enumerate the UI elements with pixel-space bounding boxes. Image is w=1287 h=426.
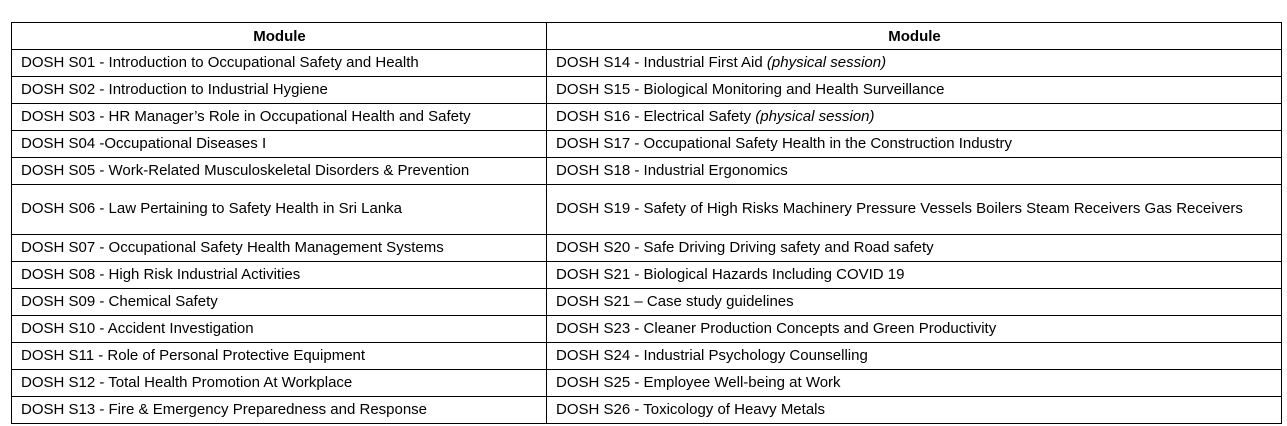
module-cell-right <box>547 77 1282 104</box>
header-row <box>12 23 1282 50</box>
module-cell-left: DOSH S04 -Occupational Diseases I <box>12 131 547 158</box>
module-cell-right <box>547 262 1282 289</box>
module-cell-right <box>547 185 1282 235</box>
table-row <box>12 185 1282 235</box>
module-cell-left: DOSH S05 - Work-Related Musculoskeletal Disorders & Prevention <box>12 158 547 185</box>
module-cell-right <box>547 131 1282 158</box>
module-title: DOSH S20 - Safe Driving Driving safety and Road safety <box>556 238 934 256</box>
module-title: DOSH S26 - Toxicology of Heavy Metals <box>556 400 825 418</box>
table-row <box>12 158 1282 185</box>
module-title: DOSH S23 - Cleaner Production Concepts and Green Productivity <box>556 319 997 337</box>
table-row <box>12 77 1282 104</box>
module-cell-left: DOSH S09 - Chemical Safety <box>12 289 547 316</box>
table-row <box>12 289 1282 316</box>
module-title: DOSH S21 – Case study guidelines <box>556 292 794 310</box>
module-cell-left: DOSH S08 - High Risk Industrial Activities <box>12 262 547 289</box>
module-cell-right <box>547 104 1282 131</box>
module-title: DOSH S18 - Industrial Ergonomics <box>556 161 788 179</box>
module-cell-right <box>547 397 1282 424</box>
column-header-right: Module <box>547 23 1282 50</box>
module-cell-left: DOSH S01 - Introduction to Occupational Safety and Health <box>12 50 547 77</box>
column-header-left: Module <box>12 23 547 50</box>
module-cell-left: DOSH S10 - Accident Investigation <box>12 316 547 343</box>
module-cell-right <box>547 158 1282 185</box>
module-cell-left: DOSH S07 - Occupational Safety Health Management Systems <box>12 235 547 262</box>
session-note: (physical session) <box>755 107 875 125</box>
module-cell-right <box>547 289 1282 316</box>
module-cell-left: DOSH S02 - Introduction to Industrial Hygiene <box>12 77 547 104</box>
module-cell-right <box>547 370 1282 397</box>
module-title: DOSH S24 - Industrial Psychology Counselling <box>556 346 868 364</box>
module-cell-left: DOSH S03 - HR Manager’s Role in Occupational Health and Safety <box>12 104 547 131</box>
module-title: DOSH S15 - Biological Monitoring and Health Surveillance <box>556 80 945 98</box>
table-row <box>12 262 1282 289</box>
module-table-container <box>11 22 1282 424</box>
table-row <box>12 104 1282 131</box>
module-title: DOSH S16 - Electrical Safety <box>556 107 752 125</box>
module-title: DOSH S17 - Occupational Safety Health in the Construction Industry <box>556 134 1013 152</box>
table-row <box>12 131 1282 158</box>
module-cell-right <box>547 316 1282 343</box>
module-title: DOSH S14 - Industrial First Aid <box>556 53 763 71</box>
table-row <box>12 397 1282 424</box>
module-title: DOSH S25 - Employee Well-being at Work <box>556 373 841 391</box>
module-cell-left: DOSH S11 - Role of Personal Protective Equipment <box>12 343 547 370</box>
table-row <box>12 316 1282 343</box>
module-cell-right <box>547 343 1282 370</box>
module-cell-left: DOSH S06 - Law Pertaining to Safety Health in Sri Lanka <box>12 185 547 235</box>
module-title: DOSH S19 - Safety of High Risks Machinery Pressure Vessels Boilers Steam Receivers Gas Receivers <box>556 200 1243 217</box>
table-row <box>12 343 1282 370</box>
module-table <box>11 22 1282 424</box>
module-cell-right <box>547 50 1282 77</box>
module-cell-left: DOSH S13 - Fire & Emergency Preparedness and Response <box>12 397 547 424</box>
table-row <box>12 370 1282 397</box>
module-title: DOSH S21 - Biological Hazards Including COVID 19 <box>556 265 905 283</box>
table-row <box>12 50 1282 77</box>
table-row <box>12 235 1282 262</box>
module-cell-right <box>547 235 1282 262</box>
module-table-body <box>12 50 1282 424</box>
session-note: (physical session) <box>766 53 887 71</box>
module-cell-left: DOSH S12 - Total Health Promotion At Workplace <box>12 370 547 397</box>
